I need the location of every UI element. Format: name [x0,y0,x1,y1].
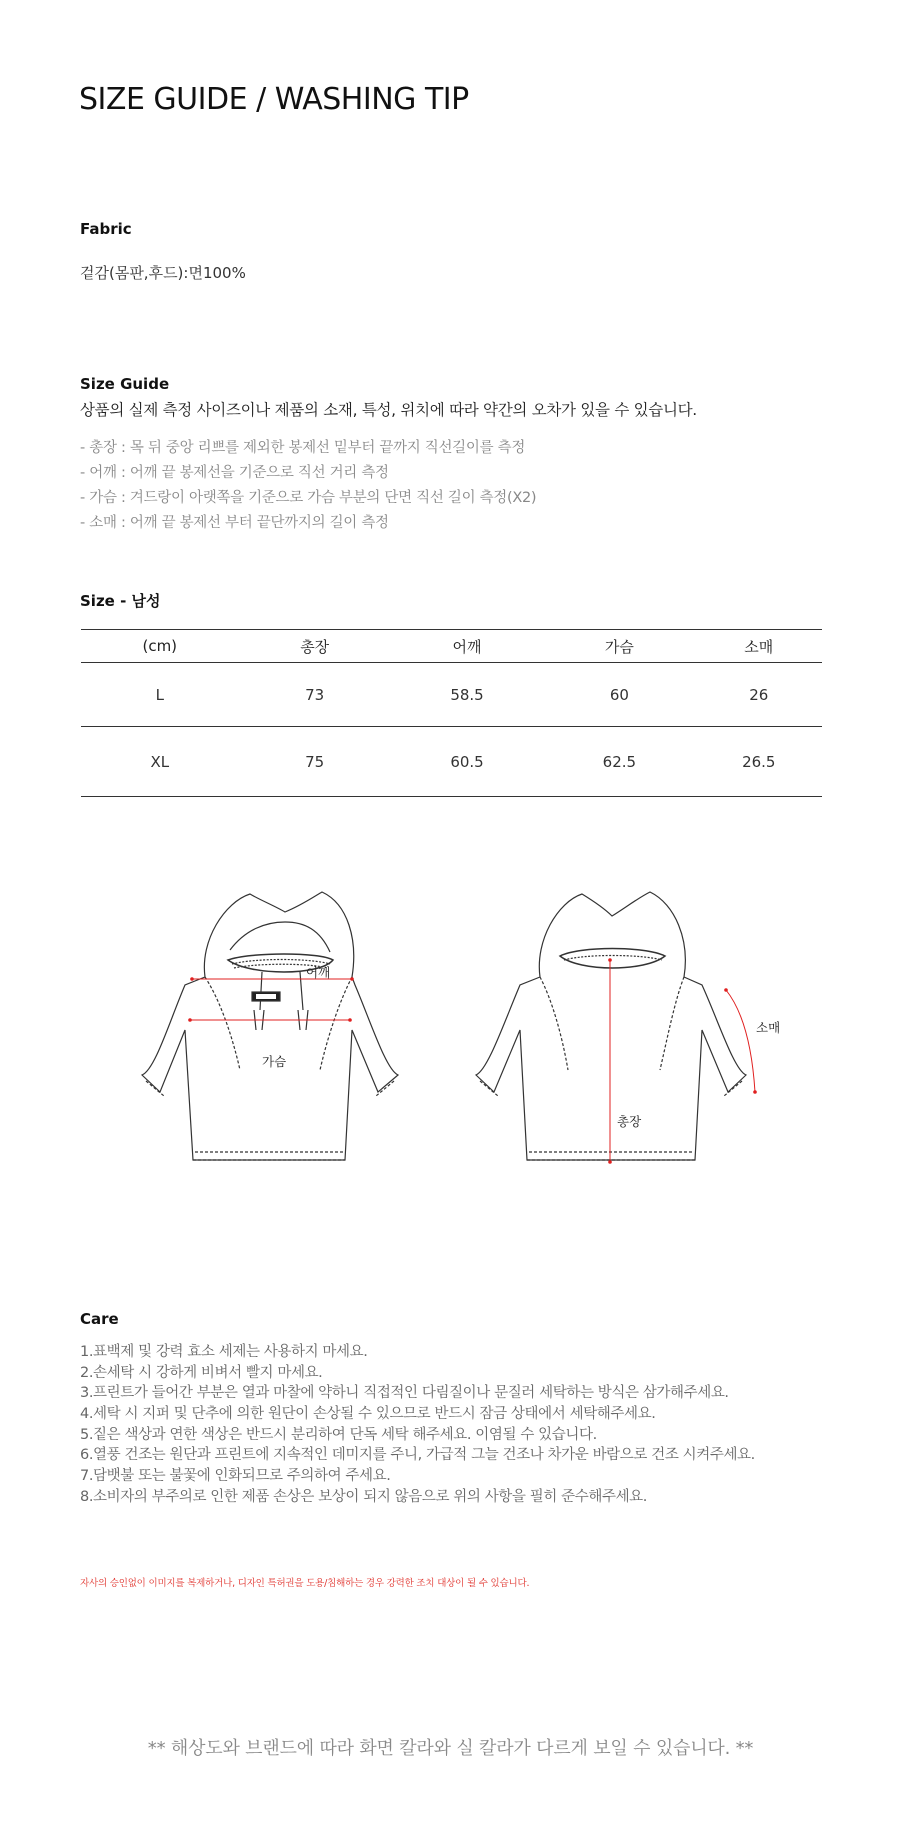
front-shoulder-label: 어깨 [306,965,331,980]
size-table-heading: Size - 남성 [80,592,161,610]
care-item: 7.담뱃불 또는 불꽃에 인화되므로 주의하여 주세요. [80,1468,391,1485]
size-guide-list [80,436,536,536]
cell-sleeve: 26.5 [696,727,822,797]
cell-size: L [81,663,239,727]
back-view-drawing [476,892,746,1160]
care-item: 3.프린트가 들어간 부분은 열과 마찰에 약하니 직접적인 다림질이나 문질러 세탁하는 방식은 삼가해주세요. [80,1385,729,1402]
back-sleeve-arc [726,990,755,1092]
guide-item-sleeve: - 소매 : 어깨 끝 봉제선 부터 끝단까지의 길이 측정 [80,515,389,531]
cell-length: 75 [239,727,391,797]
fabric-composition: 겉감(몸판,후드):면100% [80,264,246,282]
size-guide-intro: 상품의 실제 측정 사이즈이나 제품의 소재, 특성, 위치에 따라 약간의 오차가 있을 수 있습니다. [80,401,697,419]
care-item: 5.짙은 색상과 연한 색상은 반드시 분리하여 단독 세탁 해주세요. 이염될 수 있습니다. [80,1426,597,1443]
care-heading: Care [80,1310,119,1328]
size-table [81,629,822,797]
fabric-heading: Fabric [80,220,132,238]
care-item: 8.소비자의 부주의로 인한 제품 손상은 보상이 되지 않음으로 위의 사항을 필히 준수해주세요. [80,1488,648,1505]
care-item: 4.세탁 시 지퍼 및 단추에 의한 원단이 손상될 수 있으므로 반드시 잠금 상태에서 세탁해주세요. [80,1406,656,1423]
header-chest: 가슴 [543,630,695,663]
care-item: 1.표백제 및 강력 효소 세제는 사용하지 마세요. [80,1344,368,1360]
front-view-drawing [142,892,398,1160]
garment-measurement-figure [0,860,901,1220]
cell-size: XL [81,727,239,797]
page-title: SIZE GUIDE / WASHING TIP [79,82,469,117]
cell-length: 73 [239,663,391,727]
care-item: 2.손세탁 시 강하게 비벼서 빨지 마세요. [80,1364,323,1381]
cell-shoulder: 60.5 [391,727,543,797]
table-row [81,727,822,797]
color-disclaimer: ** 해상도와 브랜드에 따라 화면 칼라와 실 칼라가 다르게 보일 수 있습니다. ** [147,1738,754,1759]
guide-item-length: - 총장 : 목 뒤 중앙 리쁘를 제외한 봉제선 밑부터 끝까지 직선길이를 측정 [80,440,526,456]
header-sleeve: 소매 [696,630,822,663]
care-item: 6.열풍 건조는 원단과 프린트에 지속적인 데미지를 주니, 가급적 그늘 건조나 차가운 바람으로 건조 시켜주세요. [80,1447,755,1464]
header-unit: (cm) [81,630,239,663]
cell-chest: 60 [543,663,695,727]
front-chest-label: 가슴 [262,1054,287,1069]
cell-shoulder: 58.5 [391,663,543,727]
table-row [81,663,822,727]
copyright-warning: 자사의 승인없이 이미지를 복제하거나, 디자인 특허권을 도용/침해하는 경우 강력한 조치 대상이 될 수 있습니다. [80,1578,530,1589]
back-sleeve-label: 소매 [756,1020,781,1035]
size-guide-heading: Size Guide [80,375,170,393]
size-table-header-row [81,630,822,663]
cell-sleeve: 26 [696,663,822,727]
header-length: 총장 [239,630,391,663]
header-shoulder: 어깨 [391,630,543,663]
guide-item-chest: - 가슴 : 겨드랑이 아랫쪽을 기준으로 가슴 부분의 단면 직선 길이 측정(X2) [80,490,537,506]
care-list [80,1342,755,1508]
back-length-label: 총장 [617,1114,642,1129]
guide-item-shoulder: - 어깨 : 어깨 끝 봉제선을 기준으로 직선 거리 측정 [80,465,389,481]
cell-chest: 62.5 [543,727,695,797]
